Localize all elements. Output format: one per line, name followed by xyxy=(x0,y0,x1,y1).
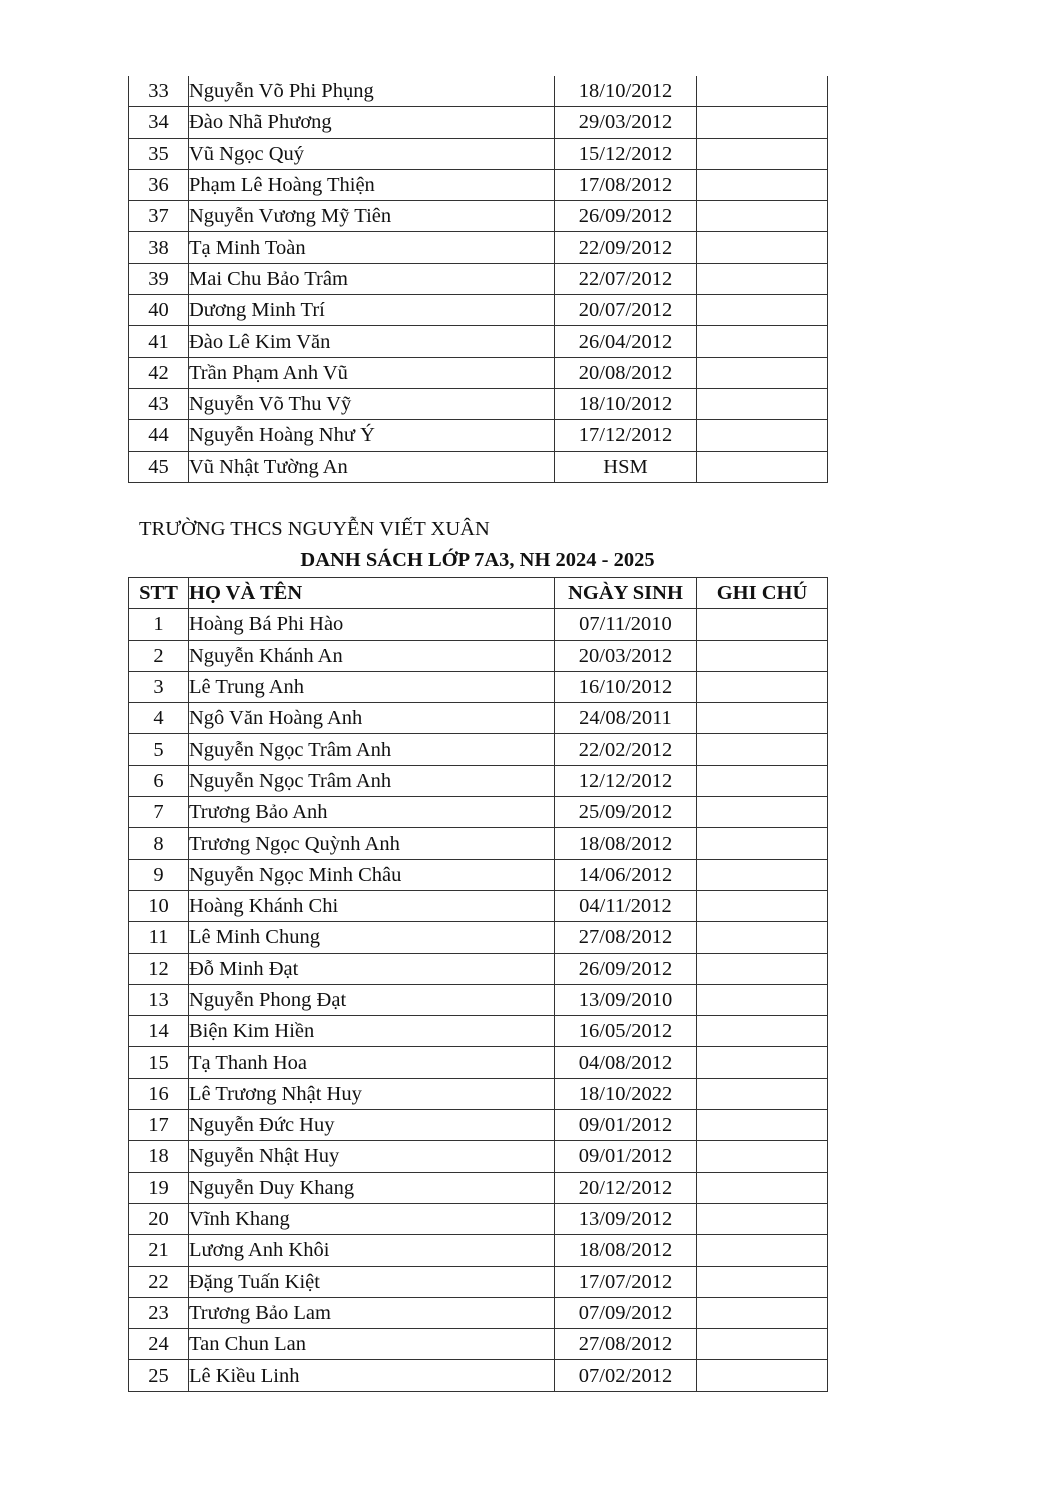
row-stt: 37 xyxy=(129,201,189,232)
row-stt: 20 xyxy=(129,1203,189,1234)
table-row xyxy=(129,1110,828,1141)
row-stt: 14 xyxy=(129,1016,189,1047)
row-stt: 44 xyxy=(129,420,189,451)
class-7a3-table xyxy=(128,577,828,1392)
school-name: TRƯỜNG THCS NGUYỄN VIẾT XUÂN xyxy=(139,518,490,540)
row-full-name: Dương Minh Trí xyxy=(189,295,555,326)
row-date-of-birth: 13/09/2010 xyxy=(555,984,697,1015)
row-note xyxy=(697,828,828,859)
table-row xyxy=(129,357,828,388)
row-note xyxy=(697,1141,828,1172)
row-full-name: Hoàng Bá Phi Hào xyxy=(189,609,555,640)
row-date-of-birth: 20/07/2012 xyxy=(555,295,697,326)
row-date-of-birth: HSM xyxy=(555,451,697,482)
row-note xyxy=(697,1047,828,1078)
header-date-of-birth: NGÀY SINH xyxy=(555,578,697,609)
table-row xyxy=(129,1016,828,1047)
row-note xyxy=(697,1329,828,1360)
row-full-name: Nguyễn Duy Khang xyxy=(189,1172,555,1203)
row-full-name: Trương Bảo Anh xyxy=(189,797,555,828)
row-full-name: Đào Lê Kim Văn xyxy=(189,326,555,357)
row-note xyxy=(697,984,828,1015)
row-date-of-birth: 20/08/2012 xyxy=(555,357,697,388)
row-full-name: Lê Trung Anh xyxy=(189,671,555,702)
row-date-of-birth: 26/09/2012 xyxy=(555,953,697,984)
row-stt: 22 xyxy=(129,1266,189,1297)
row-full-name: Đặng Tuấn Kiệt xyxy=(189,1266,555,1297)
row-note xyxy=(697,609,828,640)
row-stt: 4 xyxy=(129,703,189,734)
row-note xyxy=(697,640,828,671)
table-row xyxy=(129,828,828,859)
row-full-name: Nguyễn Đức Huy xyxy=(189,1110,555,1141)
row-date-of-birth: 17/08/2012 xyxy=(555,169,697,200)
row-stt: 17 xyxy=(129,1110,189,1141)
row-note xyxy=(697,107,828,138)
row-date-of-birth: 12/12/2012 xyxy=(555,765,697,796)
row-stt: 21 xyxy=(129,1235,189,1266)
row-note xyxy=(697,703,828,734)
row-full-name: Nguyễn Vương Mỹ Tiên xyxy=(189,201,555,232)
row-full-name: Trương Ngọc Quỳnh Anh xyxy=(189,828,555,859)
row-stt: 23 xyxy=(129,1297,189,1328)
row-full-name: Mai Chu Bảo Trâm xyxy=(189,263,555,294)
row-date-of-birth: 07/09/2012 xyxy=(555,1297,697,1328)
row-full-name: Lê Kiều Linh xyxy=(189,1360,555,1391)
row-date-of-birth: 22/09/2012 xyxy=(555,232,697,263)
row-full-name: Lương Anh Khôi xyxy=(189,1235,555,1266)
header-stt: STT xyxy=(129,578,189,609)
row-note xyxy=(697,388,828,419)
row-full-name: Đào Nhã Phương xyxy=(189,107,555,138)
table-row xyxy=(129,1172,828,1203)
row-stt: 12 xyxy=(129,953,189,984)
row-full-name: Ngô Văn Hoàng Anh xyxy=(189,703,555,734)
row-date-of-birth: 17/07/2012 xyxy=(555,1266,697,1297)
row-note xyxy=(697,420,828,451)
row-stt: 6 xyxy=(129,765,189,796)
row-full-name: Nguyễn Khánh An xyxy=(189,640,555,671)
table-row xyxy=(129,671,828,702)
row-note xyxy=(697,451,828,482)
table-row xyxy=(129,1047,828,1078)
row-date-of-birth: 07/02/2012 xyxy=(555,1360,697,1391)
row-full-name: Hoàng Khánh Chi xyxy=(189,890,555,921)
row-full-name: Đỗ Minh Đạt xyxy=(189,953,555,984)
row-note xyxy=(697,169,828,200)
table-row xyxy=(129,859,828,890)
table-row xyxy=(129,1141,828,1172)
row-note xyxy=(697,859,828,890)
class-7a3-table-body xyxy=(129,609,828,1391)
row-date-of-birth: 04/08/2012 xyxy=(555,1047,697,1078)
row-stt: 33 xyxy=(129,76,189,107)
row-stt: 24 xyxy=(129,1329,189,1360)
row-stt: 2 xyxy=(129,640,189,671)
row-date-of-birth: 04/11/2012 xyxy=(555,890,697,921)
row-note xyxy=(697,1203,828,1234)
row-note xyxy=(697,357,828,388)
row-date-of-birth: 27/08/2012 xyxy=(555,922,697,953)
row-note xyxy=(697,1110,828,1141)
row-stt: 41 xyxy=(129,326,189,357)
row-full-name: Trần Phạm Anh Vũ xyxy=(189,357,555,388)
row-note xyxy=(697,1297,828,1328)
table-row xyxy=(129,765,828,796)
row-note xyxy=(697,734,828,765)
row-full-name: Vũ Nhật Tường An xyxy=(189,451,555,482)
row-note xyxy=(697,1078,828,1109)
table-row xyxy=(129,890,828,921)
row-stt: 8 xyxy=(129,828,189,859)
row-date-of-birth: 15/12/2012 xyxy=(555,138,697,169)
row-full-name: Nguyễn Ngọc Trâm Anh xyxy=(189,765,555,796)
row-note xyxy=(697,890,828,921)
row-stt: 25 xyxy=(129,1360,189,1391)
table-header-row xyxy=(129,578,828,609)
table-row xyxy=(129,640,828,671)
row-note xyxy=(697,138,828,169)
table-row xyxy=(129,201,828,232)
row-note xyxy=(697,671,828,702)
row-date-of-birth: 09/01/2012 xyxy=(555,1110,697,1141)
row-full-name: Lê Minh Chung xyxy=(189,922,555,953)
row-stt: 43 xyxy=(129,388,189,419)
table-row xyxy=(129,232,828,263)
row-note xyxy=(697,1172,828,1203)
row-full-name: Nguyễn Phong Đạt xyxy=(189,984,555,1015)
previous-class-table-continuation xyxy=(128,76,828,483)
row-date-of-birth: 14/06/2012 xyxy=(555,859,697,890)
row-date-of-birth: 09/01/2012 xyxy=(555,1141,697,1172)
header-note: GHI CHÚ xyxy=(697,578,828,609)
table-row xyxy=(129,451,828,482)
row-note xyxy=(697,263,828,294)
row-stt: 40 xyxy=(129,295,189,326)
row-note xyxy=(697,1016,828,1047)
table-row xyxy=(129,138,828,169)
row-stt: 3 xyxy=(129,671,189,702)
row-date-of-birth: 27/08/2012 xyxy=(555,1329,697,1360)
row-full-name: Biện Kim Hiền xyxy=(189,1016,555,1047)
table-row xyxy=(129,703,828,734)
row-date-of-birth: 26/04/2012 xyxy=(555,326,697,357)
row-full-name: Nguyễn Võ Thu Vỹ xyxy=(189,388,555,419)
row-stt: 11 xyxy=(129,922,189,953)
row-full-name: Phạm Lê Hoàng Thiện xyxy=(189,169,555,200)
row-note xyxy=(697,201,828,232)
table-row xyxy=(129,1360,828,1391)
table-row xyxy=(129,326,828,357)
row-full-name: Vũ Ngọc Quý xyxy=(189,138,555,169)
row-stt: 38 xyxy=(129,232,189,263)
row-date-of-birth: 22/07/2012 xyxy=(555,263,697,294)
row-full-name: Tan Chun Lan xyxy=(189,1329,555,1360)
row-date-of-birth: 20/03/2012 xyxy=(555,640,697,671)
row-full-name: Nguyễn Hoàng Như Ý xyxy=(189,420,555,451)
row-stt: 36 xyxy=(129,169,189,200)
class-list-title: DANH SÁCH LỚP 7A3, NH 2024 - 2025 xyxy=(300,549,655,571)
row-date-of-birth: 29/03/2012 xyxy=(555,107,697,138)
row-note xyxy=(697,76,828,107)
row-stt: 10 xyxy=(129,890,189,921)
table-row xyxy=(129,953,828,984)
row-stt: 16 xyxy=(129,1078,189,1109)
row-full-name: Nguyễn Nhật Huy xyxy=(189,1141,555,1172)
row-date-of-birth: 16/05/2012 xyxy=(555,1016,697,1047)
row-note xyxy=(697,1235,828,1266)
row-stt: 7 xyxy=(129,797,189,828)
row-date-of-birth: 20/12/2012 xyxy=(555,1172,697,1203)
row-stt: 9 xyxy=(129,859,189,890)
table-row xyxy=(129,1329,828,1360)
row-stt: 45 xyxy=(129,451,189,482)
table-row xyxy=(129,420,828,451)
row-note xyxy=(697,797,828,828)
row-date-of-birth: 18/08/2012 xyxy=(555,1235,697,1266)
table-row xyxy=(129,609,828,640)
row-stt: 39 xyxy=(129,263,189,294)
table-row xyxy=(129,922,828,953)
row-date-of-birth: 25/09/2012 xyxy=(555,797,697,828)
row-stt: 35 xyxy=(129,138,189,169)
row-date-of-birth: 24/08/2011 xyxy=(555,703,697,734)
row-stt: 34 xyxy=(129,107,189,138)
table-row xyxy=(129,984,828,1015)
row-date-of-birth: 13/09/2012 xyxy=(555,1203,697,1234)
header-full-name: HỌ VÀ TÊN xyxy=(189,578,555,609)
row-note xyxy=(697,922,828,953)
row-date-of-birth: 18/10/2012 xyxy=(555,76,697,107)
row-full-name: Nguyễn Võ Phi Phụng xyxy=(189,76,555,107)
table-row xyxy=(129,388,828,419)
row-full-name: Nguyễn Ngọc Trâm Anh xyxy=(189,734,555,765)
row-full-name: Nguyễn Ngọc Minh Châu xyxy=(189,859,555,890)
row-note xyxy=(697,326,828,357)
row-date-of-birth: 16/10/2012 xyxy=(555,671,697,702)
table-row xyxy=(129,1297,828,1328)
row-stt: 42 xyxy=(129,357,189,388)
row-stt: 19 xyxy=(129,1172,189,1203)
row-date-of-birth: 17/12/2012 xyxy=(555,420,697,451)
row-stt: 13 xyxy=(129,984,189,1015)
row-note xyxy=(697,953,828,984)
table-row xyxy=(129,1266,828,1297)
row-stt: 18 xyxy=(129,1141,189,1172)
table-row xyxy=(129,1203,828,1234)
table-row xyxy=(129,169,828,200)
row-date-of-birth: 18/10/2012 xyxy=(555,388,697,419)
row-stt: 15 xyxy=(129,1047,189,1078)
table-row xyxy=(129,797,828,828)
row-full-name: Tạ Minh Toàn xyxy=(189,232,555,263)
row-note xyxy=(697,232,828,263)
row-date-of-birth: 26/09/2012 xyxy=(555,201,697,232)
previous-class-table-body xyxy=(129,76,828,482)
row-note xyxy=(697,1266,828,1297)
row-date-of-birth: 18/08/2012 xyxy=(555,828,697,859)
row-stt: 5 xyxy=(129,734,189,765)
table-row xyxy=(129,1078,828,1109)
row-note xyxy=(697,295,828,326)
table-row xyxy=(129,263,828,294)
row-note xyxy=(697,1360,828,1391)
row-full-name: Lê Trương Nhật Huy xyxy=(189,1078,555,1109)
table-row xyxy=(129,107,828,138)
row-full-name: Trương Bảo Lam xyxy=(189,1297,555,1328)
row-date-of-birth: 22/02/2012 xyxy=(555,734,697,765)
table-row xyxy=(129,734,828,765)
table-row xyxy=(129,1235,828,1266)
row-date-of-birth: 18/10/2022 xyxy=(555,1078,697,1109)
row-note xyxy=(697,765,828,796)
table-row xyxy=(129,76,828,107)
table-row xyxy=(129,295,828,326)
row-date-of-birth: 07/11/2010 xyxy=(555,609,697,640)
row-full-name: Vĩnh Khang xyxy=(189,1203,555,1234)
row-stt: 1 xyxy=(129,609,189,640)
row-full-name: Tạ Thanh Hoa xyxy=(189,1047,555,1078)
